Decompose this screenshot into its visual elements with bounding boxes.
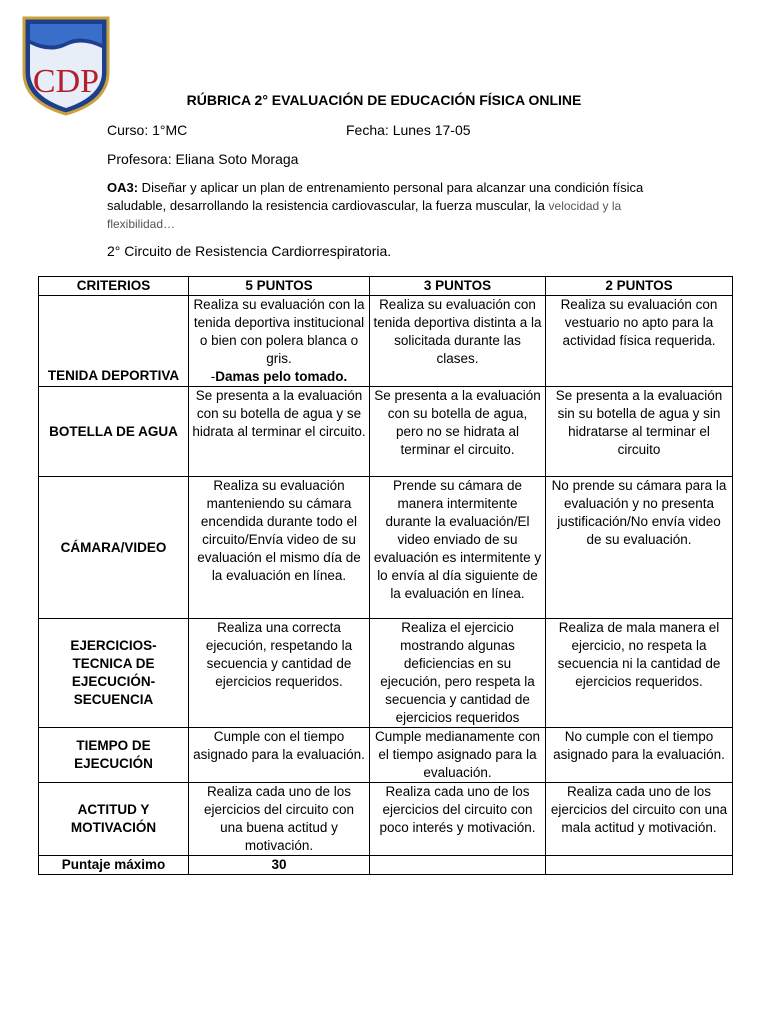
table-row: [39, 619, 733, 728]
cell-text: Realiza su evaluación con la tenida deportiva institucional o bien con polera blanca o gris.: [193, 297, 365, 366]
puntaje-maximo-label: Puntaje máximo: [39, 856, 189, 875]
criterio-cell: CÁMARA/VIDEO: [39, 477, 189, 619]
header-5-puntos: 5 PUNTOS: [189, 277, 370, 296]
total-row: [39, 856, 733, 875]
table-row: [39, 783, 733, 856]
oa3-text-faded: velocidad y la flexibilidad…: [107, 199, 622, 231]
cell-2-puntos: Realiza de mala manera el ejercicio, no respeta la secuencia ni la cantidad de ejercicios requeridos.: [546, 619, 733, 728]
fecha-label: Fecha: Lunes 17-05: [346, 122, 471, 138]
empty-cell: [370, 856, 546, 875]
profesora-label: Profesora: Eliana Soto Moraga: [107, 151, 299, 167]
cell-5-puntos: Se presenta a la evaluación con su botella de agua y se hidrata al terminar el circuito.: [189, 387, 370, 477]
cell-3-puntos: Se presenta a la evaluación con su botella de agua, pero no se hidrata al terminar el circuito.: [370, 387, 546, 477]
header-3-puntos: 3 PUNTOS: [370, 277, 546, 296]
cell-5-puntos: Realiza una correcta ejecución, respetando la secuencia y cantidad de ejercicios requeridos.: [189, 619, 370, 728]
header-criterios: CRITERIOS: [39, 277, 189, 296]
table-header-row: [39, 277, 733, 296]
oa3-text: Diseñar y aplicar un plan de entrenamiento personal para alcanzar una condición física saludable, desarrollando la resistencia cardiovascular, la fuerza muscular, la: [107, 180, 644, 213]
criterio-cell: ACTITUD Y MOTIVACIÓN: [39, 783, 189, 856]
svg-text:CDP: CDP: [32, 63, 100, 100]
cell-3-puntos: Prende su cámara de manera intermitente durante la evaluación/El video enviado de su evaluación es intermitente y lo envía al día siguiente de la evaluación en línea.: [370, 477, 546, 619]
cell-2-puntos: Se presenta a la evaluación sin su botella de agua y sin hidratarse al terminar el circuito: [546, 387, 733, 477]
criterio-cell: BOTELLA DE AGUA: [39, 387, 189, 477]
document-title: RÚBRICA 2° EVALUACIÓN DE EDUCACIÓN FÍSICA ONLINE: [186, 92, 582, 108]
criterio-cell: TENIDA DEPORTIVA: [39, 296, 189, 387]
cell-dash: -: [210, 369, 216, 384]
cell-3-puntos: Realiza cada uno de los ejercicios del circuito con poco interés y motivación.: [370, 783, 546, 856]
oa3-label: OA3:: [107, 180, 139, 195]
objective-oa3: [107, 179, 647, 233]
table-row: [39, 296, 733, 387]
puntaje-maximo-value: 30: [189, 856, 370, 875]
cell-2-puntos: Realiza su evaluación con vestuario no apto para la actividad física requerida.: [546, 296, 733, 387]
cell-text-bold: Damas pelo tomado.: [215, 369, 348, 384]
cell-5-puntos: Realiza cada uno de los ejercicios del circuito con una buena actitud y motivación.: [189, 783, 370, 856]
cell-2-puntos: No prende su cámara para la evaluación y no presenta justificación/No envía video de su evaluación.: [546, 477, 733, 619]
criterio-cell: EJERCICIOS-TECNICA DE EJECUCIÓN-SECUENCIA: [39, 619, 189, 728]
cell-5-puntos: [189, 296, 370, 387]
cell-5-puntos: Cumple con el tiempo asignado para la evaluación.: [189, 728, 370, 783]
table-row: [39, 728, 733, 783]
cell-5-puntos: Realiza su evaluación manteniendo su cámara encendida durante todo el circuito/Envía video de su evaluación el mismo día de la evaluación en línea.: [189, 477, 370, 619]
cell-2-puntos: Realiza cada uno de los ejercicios del circuito con una mala actitud y motivación.: [546, 783, 733, 856]
cell-3-puntos: Realiza el ejercicio mostrando algunas deficiencias en su ejecución, pero respeta la secuencia y cantidad de ejercicios requeridos: [370, 619, 546, 728]
table-row: [39, 387, 733, 477]
criterio-cell: TIEMPO DE EJECUCIÓN: [39, 728, 189, 783]
circuit-subtitle: 2° Circuito de Resistencia Cardiorrespiratoria.: [107, 243, 392, 259]
empty-cell: [546, 856, 733, 875]
cell-3-puntos: Realiza su evaluación con tenida deportiva distinta a la solicitada durante las clases.: [370, 296, 546, 387]
curso-label: Curso: 1°MC: [107, 122, 188, 138]
header-2-puntos: 2 PUNTOS: [546, 277, 733, 296]
rubric-table: [38, 276, 733, 875]
cell-2-puntos: No cumple con el tiempo asignado para la evaluación.: [546, 728, 733, 783]
cell-3-puntos: Cumple medianamente con el tiempo asignado para la evaluación.: [370, 728, 546, 783]
table-row: [39, 477, 733, 619]
